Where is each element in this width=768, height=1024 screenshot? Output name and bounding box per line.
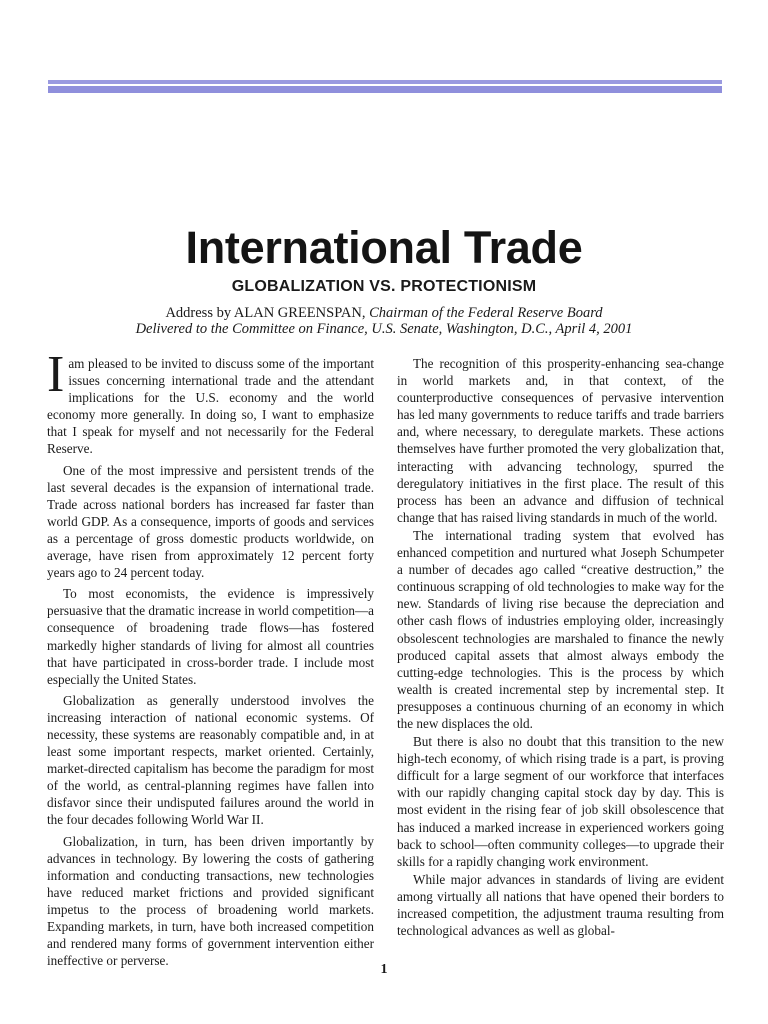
paragraph: Globalization, in turn, has been driven importantly by advances in technology. By lowering the costs of gathering information and conducting transactions, new technologies have reduced market frictions and provided significant impetus to the process of broadening world markets. Expanding markets, in turn, have both increased competition and rendered many forms of government intervention either ineffective or perverse. — [47, 833, 374, 969]
drop-cap: I — [47, 346, 65, 403]
paragraph: Globalization as generally understood involves the increasing interaction of national economic systems. Of necessity, these systems are reasonably compatible and, in at least some important respects, market oriented. Certainly, market-directed capitalism has become the paradigm for most of the world, as central-planning regimes have fallen into disfavor since their undisputed failures around the world in the four decades following World War II. — [47, 692, 374, 828]
paragraph — [47, 346, 374, 458]
page-number: 1 — [380, 962, 388, 977]
byline-prefix: Address by ALAN GREENSPAN, — [165, 305, 370, 321]
paragraph-text: am pleased to be invited to discuss some of the important issues concerning international trade and the attendant implications for the U.S. economy and the world economy more generally. In doing so, I want to emphasize that I speak for myself and not necessarily for the Federal Reserve. — [47, 356, 374, 457]
paragraph: The international trading system that evolved has enhanced competition and nurtured what Joseph Schumpeter a number of decades ago called “creative destruction,” the continuous scrapping of old technologies to make way for the new. Standards of living rise because the depreciation and other cash flows of industries employing older, increasingly obsolescent technologies are marshaled to finance the newly produced capital assets that almost always embody the cutting-edge technologies. This is the process by which wealth is created incremental step by incremental step. It presupposes a continuous churning of an economy in which the new displaces the old. — [397, 527, 724, 731]
left-column — [47, 346, 375, 969]
header-rule-top — [48, 80, 722, 84]
byline-delivered: Delivered to the Committee on Finance, U.S. Senate, Washington, D.C., April 4, 2001 — [135, 321, 633, 337]
article-subtitle: GLOBALIZATION VS. PROTECTIONISM — [231, 278, 537, 295]
byline-author-line — [0, 305, 768, 321]
paragraph: One of the most impressive and persistent trends of the last several decades is the expansion of international trade. Trade across national borders has increased far faster than world GDP. As a consequence, imports of goods and services as a percentage of gross domestic products worldwide, on average, have risen from approximately 12 percent forty years ago to 24 percent today. — [47, 462, 374, 581]
byline — [0, 305, 768, 337]
paragraph: But there is also no doubt that this transition to the new high-tech economy, of which rising trade is a part, is proving difficult for a large segment of our workforce that interfaces with our rapidly changing capital stock day by day. This is most evident in the rising fear of job skill obsolescence that has induced a marked increase in experienced workers going back to school—often community colleges—to upgrade their skills for a rapidly changing work environment. — [397, 734, 724, 869]
paragraph: To most economists, the evidence is impressively persuasive that the dramatic increase in world competition—a consequence of broadening trade flows—has fostered markedly higher standards of living for almost all countries that have participated in cross-border trade. I include most especially the United States. — [47, 586, 375, 687]
article-title: International Trade — [185, 222, 583, 273]
paragraph: The recognition of this prosperity-enhancing sea-change in world markets and, in that context, of the counterproductive consequences of pervasive intervention has led many governments to reduce tariffs and trade barriers and, where necessary, to deregulate markets. These actions themselves have further promoted the very globalization that, interacting with advancing technology, spurred the deregulatory initiatives in the first place. The result of this process has been an advance and diffusion of technical change that has raised living standards in much of the world. — [397, 356, 724, 525]
header-rule-bottom — [48, 86, 722, 93]
byline-role: Chairman of the Federal Reserve Board — [369, 305, 603, 321]
right-column — [397, 355, 724, 939]
byline-delivered-line — [0, 321, 768, 337]
paragraph: While major advances in standards of living are evident among virtually all nations that have opened their borders to increased competition, the adjustment trauma resulting from technological advances as well as global- — [397, 871, 724, 939]
